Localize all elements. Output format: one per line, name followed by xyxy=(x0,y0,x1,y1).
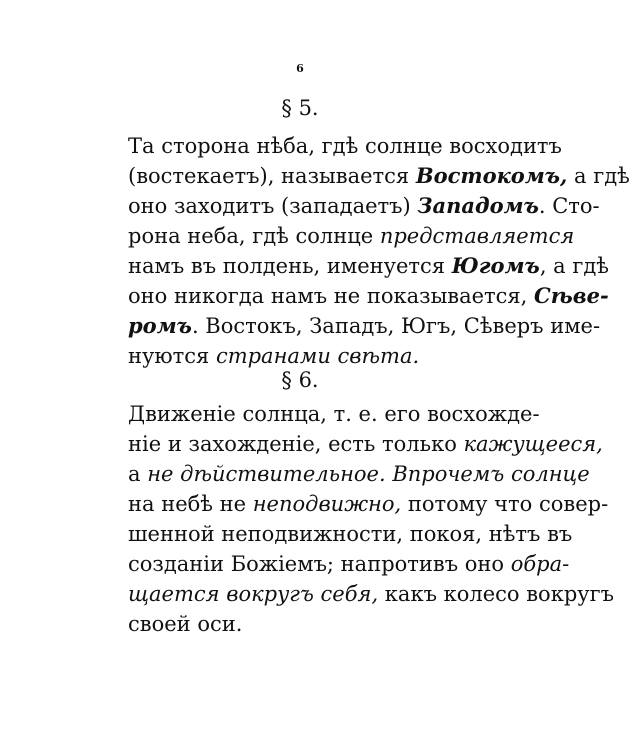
text-segment: Та сторона нѣба, гдѣ солнце восходитъ xyxy=(128,134,562,158)
text-line xyxy=(128,520,573,548)
text-segment: намъ въ полдень, именуется xyxy=(128,254,452,278)
text-segment: странами свѣта. xyxy=(215,344,420,368)
text-segment: ніе и захожденіе, есть только xyxy=(128,432,464,456)
text-line xyxy=(128,312,601,340)
text-segment: своей оси. xyxy=(128,612,243,636)
text-segment: созданіи Божіемъ; напротивъ оно xyxy=(128,552,511,576)
text-segment: . Сто- xyxy=(538,194,600,218)
text-segment: Сѣве- xyxy=(534,283,609,308)
text-line xyxy=(128,550,570,578)
text-segment: (востекаетъ), называется xyxy=(128,164,416,188)
text-line xyxy=(128,192,600,220)
text-line xyxy=(128,342,510,370)
text-segment: кажущееся, xyxy=(463,432,603,456)
text-segment: рона неба, гдѣ солнце xyxy=(128,224,380,248)
text-segment: Западомъ xyxy=(417,193,539,218)
text-segment: Востокомъ, xyxy=(415,163,568,188)
text-line xyxy=(128,252,609,280)
text-line xyxy=(128,490,609,518)
text-segment: Движеніе солнца, т. е. его восхожде- xyxy=(128,402,540,426)
text-line xyxy=(128,162,630,190)
text-segment: обра- xyxy=(510,552,570,576)
text-segment: нуются xyxy=(128,344,216,368)
text-line xyxy=(128,132,562,160)
text-segment: оно никогда намъ не показывается, xyxy=(128,284,535,308)
text-line xyxy=(128,460,590,488)
text-line xyxy=(128,610,510,638)
page-number: 6 xyxy=(296,62,304,75)
text-segment: какъ колесо вокругъ xyxy=(378,582,614,606)
text-segment: , а гдѣ xyxy=(539,254,609,278)
text-segment: а гдѣ xyxy=(567,164,630,188)
section-heading-5: § 5. xyxy=(281,96,319,120)
text-segment: не дѣйствительное. Впрочемъ солнце xyxy=(147,462,590,486)
text-segment: Югомъ xyxy=(451,253,540,278)
text-segment: неподвижно, xyxy=(252,492,402,516)
text-line xyxy=(128,282,609,310)
text-line xyxy=(128,222,575,250)
text-line xyxy=(128,580,614,608)
text-segment: оно заходитъ (западаетъ) xyxy=(128,194,418,218)
text-segment: а xyxy=(128,462,148,486)
text-line xyxy=(128,400,540,428)
text-segment: ромъ xyxy=(128,313,192,338)
text-segment: на небѣ не xyxy=(128,492,253,516)
text-segment: потому что совер- xyxy=(401,492,609,516)
text-segment: шенной неподвижности, покоя, нѣтъ въ xyxy=(128,522,573,546)
text-segment: щается вокругъ себя, xyxy=(128,582,379,606)
text-segment: представляется xyxy=(379,224,575,248)
text-segment: . Востокъ, Западъ, Югъ, Сѣверъ име- xyxy=(191,314,601,338)
text-line xyxy=(128,430,603,458)
section-heading-6: § 6. xyxy=(281,368,319,392)
